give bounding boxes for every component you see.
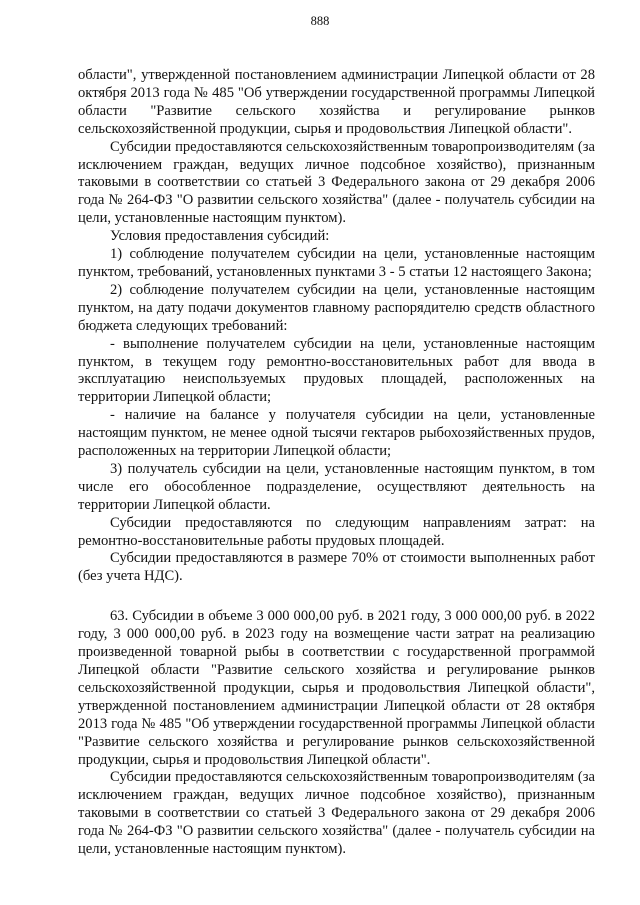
document-body [78,67,595,859]
paragraph-condition-1: 1) соблюдение получателем субсидии на цели, установленные настоящим пунктом, требований, установленных пунктами 3 - 5 статьи 12 настоящего Закона; [78,246,595,280]
paragraph-condition-3: 3) получатель субсидии на цели, установленные настоящим пунктом, в том числе его обособленное подразделение, осуществляют деятельность на территории Липецкой области. [78,460,595,513]
paragraph-recipients-63: Субсидии предоставляются сельскохозяйственным товаропроизводителям (за исключением граждан, ведущих личное подсобное хозяйство), признанным таковыми в соответствии со статьей 3 Федерального закона от 29 декабря 2006 года № 264-ФЗ "О развитии сельского хозяйства" (далее - получатель субсидии на цели, установленные настоящим пунктом). [78,769,595,858]
paragraph-recipients: Субсидии предоставляются сельскохозяйственным товаропроизводителям (за исключением граждан, ведущих личное подсобное хозяйство), признанным таковыми в соответствии со статьей 3 Федерального закона от 29 декабря 2006 года № 264-ФЗ "О развитии сельского хозяйства" (далее - получатель субсидии на цели, установленные настоящим пунктом). [78,138,595,227]
paragraph-subsidy-rate: Субсидии предоставляются в размере 70% от стоимости выполненных работ (без учета НДС). [78,550,595,585]
paragraph-cost-directions: Субсидии предоставляются по следующим направлениям затрат: на ремонтно-восстановительные работы прудовых площадей. [78,514,595,549]
paragraph-condition-2b: - наличие на балансе у получателя субсидии на цели, установленные настоящим пунктом, не менее одной тысячи гектаров рыбохозяйственных прудов, расположенных на территории Липецкой области; [78,407,595,460]
paragraph-continuation: области", утвержденной постановлением администрации Липецкой области от 28 октября 2013 года № 485 "Об утверждении государственной программы Липецкой области "Развитие сельского хозяйства и регулирование рынков сельскохозяйственной продукции, сырья и продовольствия Липецкой области". [78,67,595,137]
page-number: 888 [310,14,330,28]
section-gap [78,586,595,608]
paragraph-condition-2: 2) соблюдение получателем субсидии на цели, установленные настоящим пунктом, на дату подачи документов главному распорядителю средств областного бюджета следующих требований: [78,281,595,334]
paragraph-item-63: 63. Субсидии в объеме 3 000 000,00 руб. в 2021 году, 3 000 000,00 руб. в 2022 году, 3 000 000,00 руб. в 2023 году на возмещение части затрат на реализацию произведенной товарной рыбы в соответствии с государственной программой Липецкой области "Развитие сельского хозяйства и регулирование рынков сельскохозяйственной продукции, сырья и продовольствия Липецкой области", утвержденной постановлением администрации Липецкой области от 28 октября 2013 года № 485 "Об утверждении государственной программы Липецкой области "Развитие сельского хозяйства и регулирование рынков сельскохозяйственной продукции, сырья и продовольствия Липецкой области". [78,608,595,768]
paragraph-conditions-heading: Условия предоставления субсидий: [110,228,330,245]
paragraph-condition-2a: - выполнение получателем субсидии на цели, установленные настоящим пунктом, в текущем году ремонтно-восстановительных работ для ввода в эксплуатацию неиспользуемых прудовых площадей, расположенных на территории Липецкой области; [78,335,595,406]
